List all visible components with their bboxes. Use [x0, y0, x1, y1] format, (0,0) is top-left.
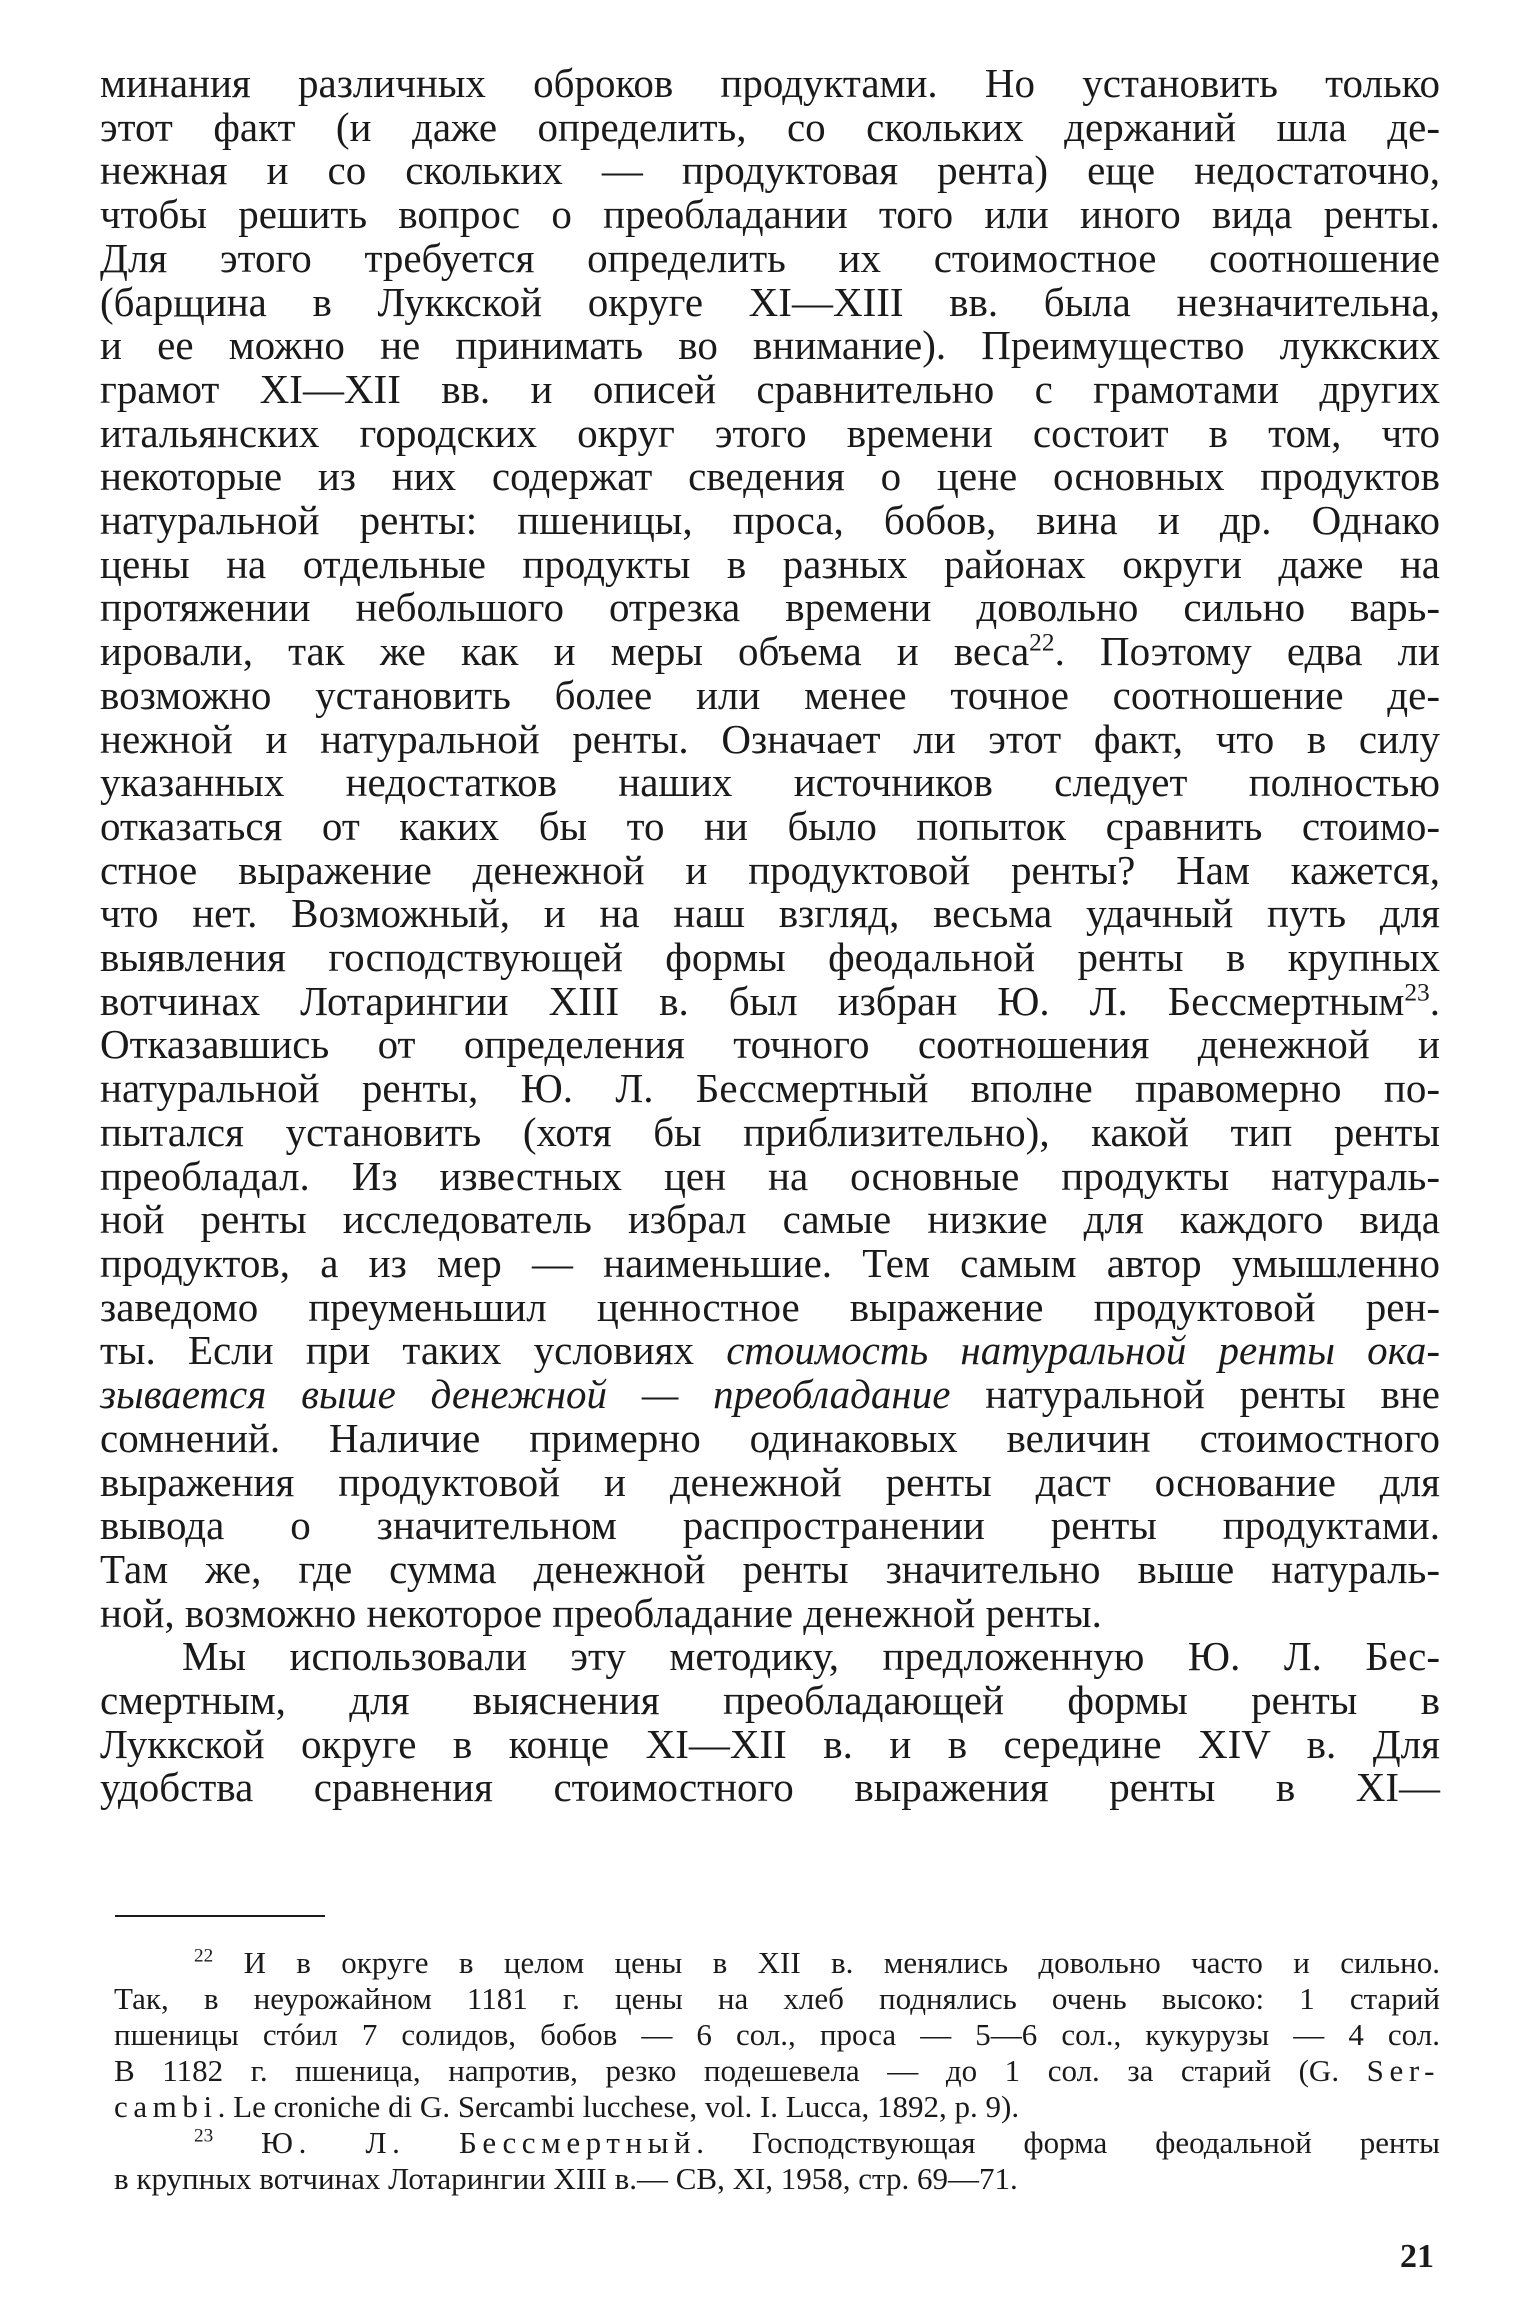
- footnote-ref-22[interactable]: 22: [1029, 628, 1055, 657]
- text-line: указанных недостатков наших источников следует полностью: [100, 759, 1440, 806]
- text-line: (барщина в Луккской округе XI—XIII вв. была незначительна,: [100, 278, 1440, 325]
- text-line: заведомо преуменьшил ценностное выражение продуктовой рен-: [100, 1283, 1440, 1330]
- text-line: выражения продуктовой и денежной ренты даст основание для: [100, 1458, 1440, 1505]
- text-line: [100, 977, 1440, 1024]
- text-line: смертным, для выяснения преобладающей формы ренты в: [100, 1677, 1440, 1724]
- text-line: удобства сравнения стоимостного выражения ренты в XI—: [100, 1764, 1440, 1811]
- footnote-marker: 23: [194, 2125, 214, 2147]
- text-line: отказаться от каких бы то ни было попыток сравнить стоимо-: [100, 802, 1440, 849]
- text-line: Там же, где сумма денежной ренты значительно выше натураль-: [100, 1545, 1440, 1592]
- text-line: сомнений. Наличие примерно одинаковых величин стоимостного: [100, 1414, 1440, 1461]
- text-line: преобладал. Из известных цен на основные продукты натураль-: [100, 1152, 1440, 1199]
- text-line: [100, 1329, 1440, 1373]
- text-segment: ты. Если при таких условиях: [100, 1327, 694, 1374]
- text-line: и ее можно не принимать во внимание). Преимущество луккских: [100, 322, 1440, 369]
- text-line: некоторые из них содержат сведения о цене основных продуктов: [100, 453, 1440, 500]
- text-line: грамот XI—XII вв. и описей сравнительно с грамотами других: [100, 365, 1440, 412]
- text-line: Мы использовали эту методику, предложенную Ю. Л. Бес-: [182, 1633, 1440, 1680]
- text-line: натуральной ренты, Ю. Л. Бессмертный вполне правомерно по-: [100, 1065, 1440, 1112]
- text-line: Луккской округе в конце XI—XII в. и в середине XIV в. Для: [100, 1720, 1440, 1767]
- text-segment: ировали, так же как и меры объема и веса: [100, 628, 1030, 675]
- text-line: Для этого требуется определить их стоимостное соотношение: [100, 234, 1440, 281]
- footnote-23: [114, 2125, 1440, 2161]
- text-line: пытался установить (хотя бы приблизительно), какой тип ренты: [100, 1108, 1440, 1155]
- text-line: натуральной ренты: пшеницы, проса, бобов, вина и др. Однако: [100, 497, 1440, 544]
- footnote-text: И в округе в целом цены в XII в. менялись довольно часто и сильно.: [243, 1945, 1440, 1980]
- text-line: нежной и натуральной ренты. Означает ли этот факт, что в силу: [100, 715, 1440, 762]
- text-line: продуктов, а из мер — наименьшие. Тем самым автор умышленно: [100, 1239, 1440, 1286]
- text-line: итальянских городских округ этого времени состоит в том, что: [100, 409, 1440, 456]
- footnote-marker: 22: [194, 1945, 214, 1967]
- text-line: [100, 630, 1440, 674]
- text-line: Отказавшись от определения точного соотношения денежной и: [100, 1021, 1440, 1068]
- footnote-text: В 1182 г. пшеница, напротив, резко подешевела — до 1 сол. за старий (G.: [114, 2053, 1340, 2088]
- text-line: нежная и со скольких — продуктовая рента) еще недостаточно,: [100, 147, 1440, 194]
- footnote-author: cambi: [114, 2089, 218, 2124]
- text-line: стное выражение денежной и продуктовой ренты? Нам кажется,: [100, 846, 1440, 893]
- footnote-22: [114, 1945, 1440, 1981]
- footnote-author: Ser-: [1366, 2053, 1441, 2088]
- text-line: вывода о значительном распространении ренты продуктами.: [100, 1502, 1440, 1549]
- footnote-text: . Le croniche di G. Sercambi lucchese, vol. I. Lucca, 1892, p. 9).: [217, 2089, 1020, 2124]
- text-line: цены на отдельные продукты в разных районах округи даже на: [100, 540, 1440, 587]
- text-segment: вотчинах Лотарингии XIII в. был избран Ю. Л. Бессмертным: [100, 977, 1405, 1024]
- footnote-divider: [115, 1915, 325, 1917]
- text-line: [100, 1373, 1440, 1417]
- text-line: выявления господствующей формы феодальной ренты в крупных: [100, 934, 1440, 981]
- text-line: что нет. Возможный, и на наш взгляд, весьма удачный путь для: [100, 890, 1440, 937]
- footnote-text: . Господствующая форма феодальной ренты: [696, 2125, 1440, 2160]
- italic-emphasis: зывается выше денежной — преобладание: [100, 1371, 951, 1418]
- text-line: этот факт (и даже определить, со скольких держаний шла де-: [100, 103, 1440, 150]
- footnote-author: Ю. Л. Бессмертный: [261, 2125, 697, 2160]
- footnote-line: пшеницы стóил 7 солидов, бобов — 6 сол., проса — 5—6 сол., кукурузы — 4 сол.: [114, 2017, 1440, 2052]
- italic-emphasis: стоимость натуральной ренты ока-: [726, 1327, 1440, 1374]
- text-segment: .: [1429, 977, 1440, 1024]
- main-text: [100, 62, 1440, 1810]
- text-line: чтобы решить вопрос о преобладании того или иного вида ренты.: [100, 191, 1440, 238]
- footnote-line: [114, 2089, 1440, 2125]
- text-line: возможно установить более или менее точное соотношение де-: [100, 671, 1440, 718]
- text-line: ной, возможно некоторое преобладание денежной ренты.: [100, 1589, 1102, 1636]
- text-line: минания различных оброков продуктами. Но установить только: [100, 60, 1440, 106]
- footnotes: [114, 1945, 1440, 2197]
- footnote-line: [114, 2053, 1440, 2089]
- footnote-line: Так, в неурожайном 1181 г. цены на хлеб поднялись очень высоко: 1 старий: [114, 1981, 1440, 2016]
- text-segment: . Поэтому едва ли: [1054, 628, 1440, 675]
- footnote-ref-23[interactable]: 23: [1404, 978, 1430, 1007]
- text-line: протяжении небольшого отрезка времени довольно сильно варь-: [100, 584, 1440, 631]
- footnote-line: в крупных вотчинах Лотарингии XIII в.— СВ, XI, 1958, стр. 69—71.: [114, 2161, 1018, 2196]
- text-segment: натуральной ренты вне: [950, 1371, 1440, 1418]
- page-number: 21: [1400, 2238, 1434, 2275]
- text-line: ной ренты исследователь избрал самые низкие для каждого вида: [100, 1196, 1440, 1243]
